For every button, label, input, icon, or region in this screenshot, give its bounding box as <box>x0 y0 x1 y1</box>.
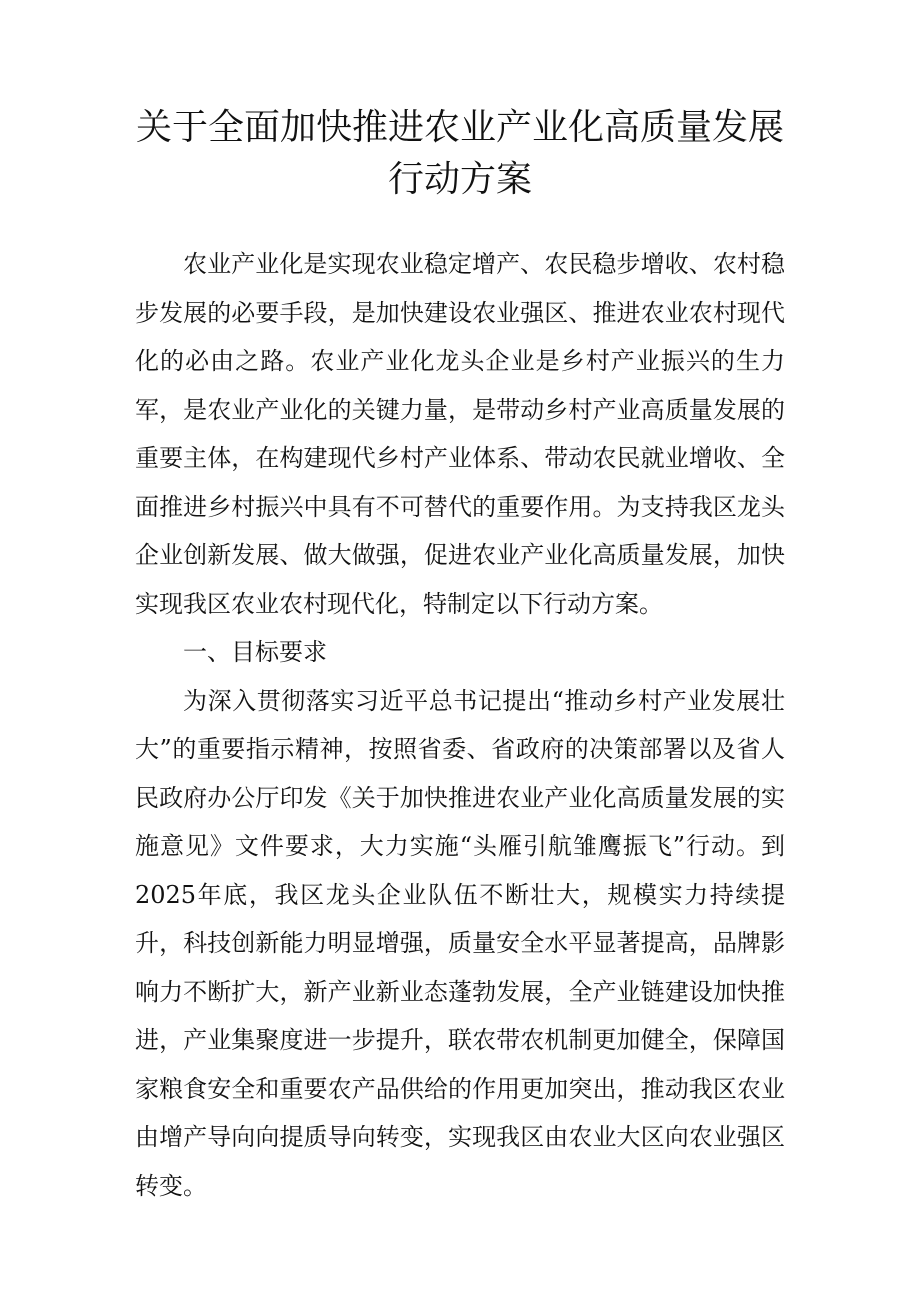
section-heading: 一、目标要求 <box>183 638 327 666</box>
document-title-line-2: 行动方案 <box>387 159 532 200</box>
goals-paragraph: 为深入贯彻落实习近平总书记提出“推动乡村产业发展壮大”的重要指示精神，按照省委、省政府的决策部署以及省人民政府办公厅印发《关于加快推进农业产业化高质量发展的实施意见》文件要求，大力实施“头雁引航雏鹰振飞”行动。到2025年底，我区龙头企业队伍不断壮大，规模实力持续提升，科技创新能力明显增强，质量安全水平显著提高，品牌影响力不断扩大，新产业新业态蓬勃发展，全产业链建设加快推进，产业集聚度进一步提升，联农带农机制更加健全，保障国家粮食安全和重要农产品供给的作用更加突出，推动我区农业由增产导向向提质导向转变，实现我区由农业大区向农业强区转变。 <box>135 686 785 1200</box>
document-body <box>135 240 785 1210</box>
document-title <box>135 102 785 206</box>
intro-paragraph: 农业产业化是实现农业稳定增产、农民稳步增收、农村稳步发展的必要手段，是加快建设农业强区、推进农业农村现代化的必由之路。农业产业化龙头企业是乡村产业振兴的生力军，是农业产业化的关键力量，是带动乡村产业高质量发展的重要主体，在构建现代乡村产业体系、带动农民就业增收、全面推进乡村振兴中具有不可替代的重要作用。为支持我区龙头企业创新发展、做大做强，促进农业产业化高质量发展，加快实现我区农业农村现代化，特制定以下行动方案。 <box>135 250 785 618</box>
document-title-line-1: 关于全面加快推进农业产业化高质量发展 <box>135 107 784 148</box>
